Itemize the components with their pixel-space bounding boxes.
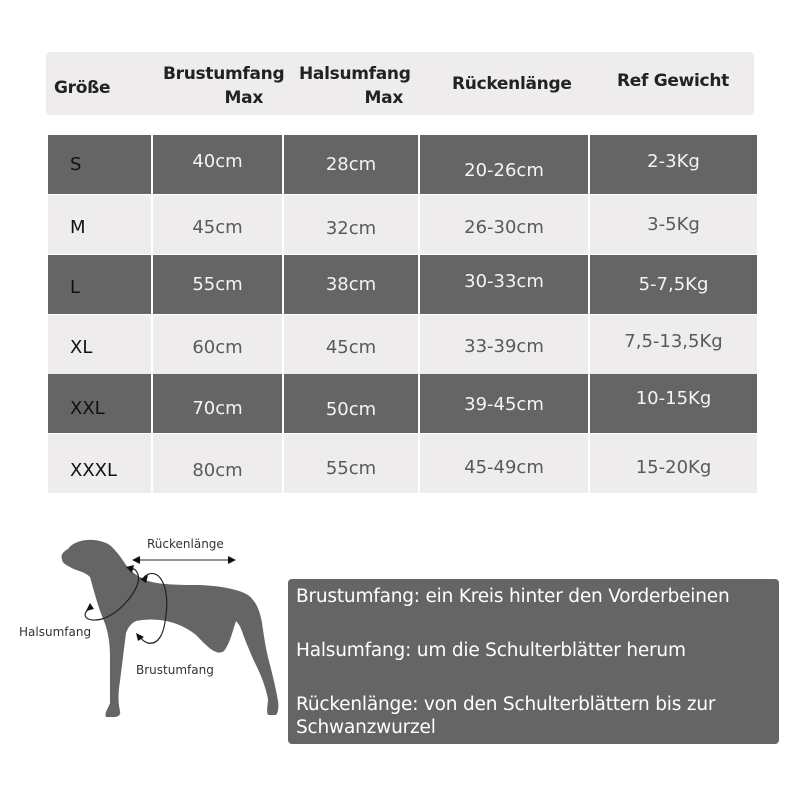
header-chest-max: Max — [224, 88, 263, 108]
arrow-left-icon — [132, 556, 140, 564]
dog-body — [61, 540, 278, 717]
cell-size: L — [48, 255, 151, 314]
header-chest — [163, 62, 285, 110]
label-neck: Halsumfang — [19, 625, 92, 639]
cell-neck: 50cm — [284, 374, 418, 433]
table-row — [48, 374, 757, 433]
cell-back: 26-30cm — [420, 195, 588, 254]
cell-weight: 2-3Kg — [590, 135, 757, 194]
cell-size: S — [48, 135, 151, 194]
header-neck-label: Halsumfang — [299, 64, 411, 84]
info-back: Rückenlänge: von den Schulterblättern bis zur Schwanzwurzel — [296, 694, 716, 738]
table-row — [48, 434, 757, 493]
cell-back: 30-33cm — [420, 255, 588, 314]
header-size-label: Größe — [54, 78, 111, 98]
cell-size: XL — [48, 315, 151, 374]
cell-weight: 3-5Kg — [590, 195, 757, 254]
cell-weight: 10-15Kg — [590, 374, 757, 433]
cell-size: XXXL — [48, 434, 151, 493]
header-chest-label: Brustumfang — [163, 64, 285, 84]
cell-chest: 55cm — [153, 255, 282, 314]
cell-neck: 32cm — [284, 195, 418, 254]
cell-weight: 15-20Kg — [590, 434, 757, 493]
table-row — [48, 135, 757, 194]
cell-chest: 60cm — [153, 315, 282, 374]
cell-chest: 80cm — [153, 434, 282, 493]
cell-size: M — [48, 195, 151, 254]
cell-chest: 70cm — [153, 374, 282, 433]
cell-weight: 7,5-13,5Kg — [590, 315, 757, 374]
cell-back: 45-49cm — [420, 434, 588, 493]
table-row — [48, 255, 757, 314]
cell-chest: 45cm — [153, 195, 282, 254]
cell-neck: 55cm — [284, 434, 418, 493]
table-row — [48, 195, 757, 254]
cell-back: 33-39cm — [420, 315, 588, 374]
header-neck-max: Max — [364, 88, 403, 108]
label-chest: Brustumfang — [136, 663, 214, 677]
info-chest: Brustumfang: ein Kreis hinter den Vorderbeinen — [296, 586, 730, 607]
measurement-info-box — [288, 579, 779, 744]
cell-neck: 28cm — [284, 135, 418, 194]
cell-chest: 40cm — [153, 135, 282, 194]
header-size — [54, 76, 110, 100]
neck-arrow-icon — [86, 603, 94, 611]
header-weight-label: Ref Gewicht — [617, 71, 729, 91]
header-weight — [617, 69, 729, 93]
cell-neck: 45cm — [284, 315, 418, 374]
cell-back: 39-45cm — [420, 374, 588, 433]
arrow-right-icon — [228, 556, 236, 564]
dog-diagram — [10, 525, 290, 725]
label-back-length: Rückenlänge — [147, 537, 224, 551]
header-neck — [299, 62, 411, 110]
table-row — [48, 315, 757, 374]
header-back — [452, 72, 572, 96]
size-table — [48, 135, 757, 493]
info-neck: Halsumfang: um die Schulterblätter herum — [296, 640, 686, 661]
cell-back: 20-26cm — [420, 135, 588, 194]
cell-size: XXL — [48, 374, 151, 433]
cell-weight: 5-7,5Kg — [590, 255, 757, 314]
table-header — [46, 52, 754, 115]
header-back-label: Rückenlänge — [452, 74, 572, 94]
cell-neck: 38cm — [284, 255, 418, 314]
